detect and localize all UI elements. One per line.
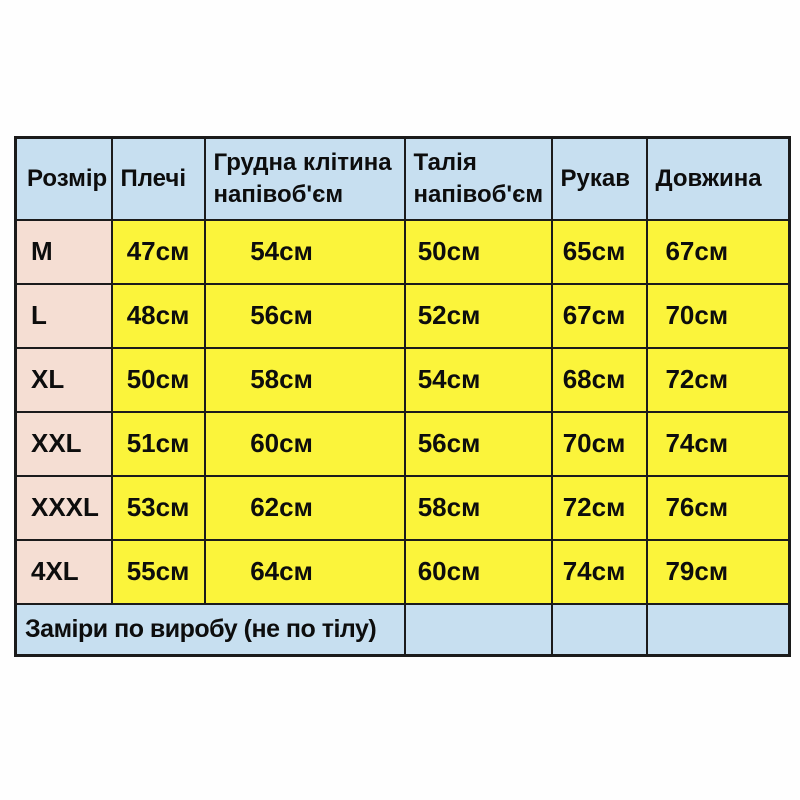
footer-empty-cell [647, 604, 790, 656]
value-cell: 52см [405, 284, 552, 348]
value-cell: 55см [112, 540, 205, 604]
footer-row [16, 604, 790, 656]
value-cell: 67см [552, 284, 647, 348]
value-cell: 70см [552, 412, 647, 476]
value-cell: 58см [205, 348, 405, 412]
value-cell: 56см [405, 412, 552, 476]
size-label: XXL [16, 412, 112, 476]
table-row-xxl [16, 412, 790, 476]
table-row-m [16, 220, 790, 284]
value-cell: 74см [647, 412, 790, 476]
value-cell: 64см [205, 540, 405, 604]
value-cell: 50см [112, 348, 205, 412]
size-label: XXXL [16, 476, 112, 540]
value-cell: 72см [552, 476, 647, 540]
table-row-xxxl [16, 476, 790, 540]
header-cell-chest: Грудна клітина напівоб'єм [205, 138, 405, 220]
value-cell: 53см [112, 476, 205, 540]
value-cell: 51см [112, 412, 205, 476]
size-label: L [16, 284, 112, 348]
value-cell: 67см [647, 220, 790, 284]
size-label: M [16, 220, 112, 284]
size-label: XL [16, 348, 112, 412]
value-cell: 48см [112, 284, 205, 348]
value-cell: 58см [405, 476, 552, 540]
footer-empty-cell [552, 604, 647, 656]
size-label: 4XL [16, 540, 112, 604]
value-cell: 79см [647, 540, 790, 604]
table-row-l [16, 284, 790, 348]
value-cell: 68см [552, 348, 647, 412]
value-cell: 62см [205, 476, 405, 540]
value-cell: 47см [112, 220, 205, 284]
value-cell: 54см [405, 348, 552, 412]
value-cell: 65см [552, 220, 647, 284]
value-cell: 50см [405, 220, 552, 284]
size-chart-table [14, 136, 791, 657]
value-cell: 74см [552, 540, 647, 604]
value-cell: 54см [205, 220, 405, 284]
header-cell-length: Довжина [647, 138, 790, 220]
value-cell: 70см [647, 284, 790, 348]
header-row [16, 138, 790, 220]
value-cell: 72см [647, 348, 790, 412]
footer-note: Заміри по виробу (не по тілу) [16, 604, 405, 656]
table-row-4xl [16, 540, 790, 604]
header-cell-shoulders: Плечі [112, 138, 205, 220]
footer-empty-cell [405, 604, 552, 656]
header-cell-size: Розмір [16, 138, 112, 220]
value-cell: 76см [647, 476, 790, 540]
value-cell: 56см [205, 284, 405, 348]
value-cell: 60см [405, 540, 552, 604]
header-cell-sleeve: Рукав [552, 138, 647, 220]
header-cell-waist: Талія напівоб'єм [405, 138, 552, 220]
table-row-xl [16, 348, 790, 412]
value-cell: 60см [205, 412, 405, 476]
